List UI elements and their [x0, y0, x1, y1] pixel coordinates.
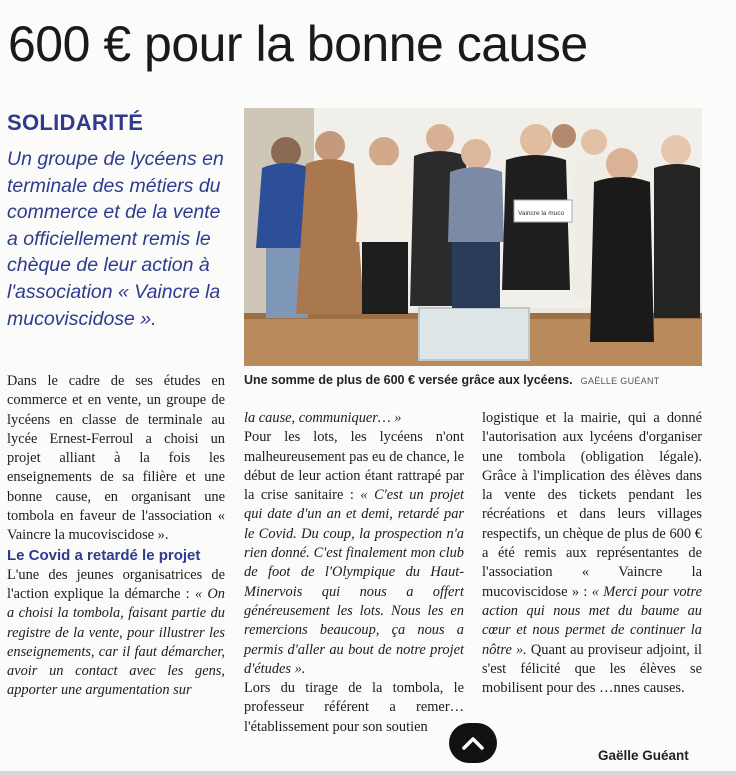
scroll-up-button[interactable] — [449, 723, 497, 763]
group-photo-illustration — [244, 108, 702, 366]
paragraph — [7, 566, 225, 701]
chevron-up-icon — [461, 733, 485, 753]
headline: 600 € pour la bonne cause — [8, 16, 588, 72]
photo-credit: GAËLLE GUÉANT — [580, 376, 660, 386]
paragraph-text: Quant au proviseur adjoint, il s'est félicité que les élèves se mobilisent pour des …nnes causes. — [482, 641, 703, 697]
paragraph: Dans le cadre de ses études en commerce et en vente, un groupe de lycéens en classe de terminale au lycée Ernest-Ferroul a choisi un projet alliant à la fois les enseignements de sa filière et une bonne cause, en organisant une tombola en faveur de l'association « Vaincre la mucoviscidose ». — [7, 373, 225, 544]
page-bottom-edge — [0, 771, 736, 775]
section-kicker: SOLIDARITÉ — [7, 110, 144, 135]
quote-text: « Merci pour votre action qui nous met du baume au cœur et nous permet de continuer la nôtre ». — [482, 583, 702, 658]
article-column-1 — [7, 372, 225, 701]
paragraph — [244, 428, 464, 679]
paragraph-text: Pour les lots, les lycéens n'ont malheureusement pas eu de chance, le début de leur action étant rattrapé par la crise sanitaire : — [244, 429, 464, 504]
caption-text: Une somme de plus de 600 € versée grâce aux lycéens. — [244, 373, 573, 387]
photo-caption — [244, 373, 702, 387]
paragraph — [482, 409, 702, 698]
paragraph-text: logistique et la mairie, qui a donné l'autorisation aux lycéens d'organiser une tombola (obligation légale). Grâce à l'implication des élèves dans la vente des tickets pendant les récréations et dans leurs villages respectifs, un chèque de plus de 600 € a été remis aux représentantes de l'association « Vaincre la mucoviscidose » : — [482, 410, 702, 600]
quote-text: « C'est un projet qui date d'un an et demi, retardé par le Covid. Du coup, la prospection n'a rien donné. C'est finalement mon club de foot de l'Olympique du Haut-Minervois qui nous a offert généreusement les lots. Nous les en remercions beaucoup, ça nous a permis d'aller au bout de notre projet d'études ». — [244, 487, 464, 677]
cheque-text: Vaincre la muco — [518, 210, 565, 217]
quote-text: « On a choisi la tombola, faisant partie du registre de la vente, pour illustrer les enseignements, car il faut démarcher, avoir un contact avec les gens, apporter une argumentation sur — [7, 585, 225, 699]
paragraph: Lors du tirage de la tombola, le professeur référent a remer… l'établissement pour son soutien — [244, 680, 464, 735]
author-signature: Gaëlle Guéant — [598, 748, 689, 763]
subheading: Le Covid a retardé le projet — [7, 546, 201, 564]
quote-text: la cause, communiquer… » — [244, 410, 402, 426]
article-column-3 — [482, 409, 702, 698]
article-column-2 — [244, 409, 464, 737]
article-photo — [244, 108, 702, 366]
article-lead: Un groupe de lycéens en terminale des métiers du commerce et de la vente a officiellement remis le chèque de leur action à l'association « Vaincre la mucoviscidose ». — [7, 148, 224, 330]
paragraph-text: L'une des jeunes organisatrices de l'action explique la démarche : — [7, 566, 225, 602]
